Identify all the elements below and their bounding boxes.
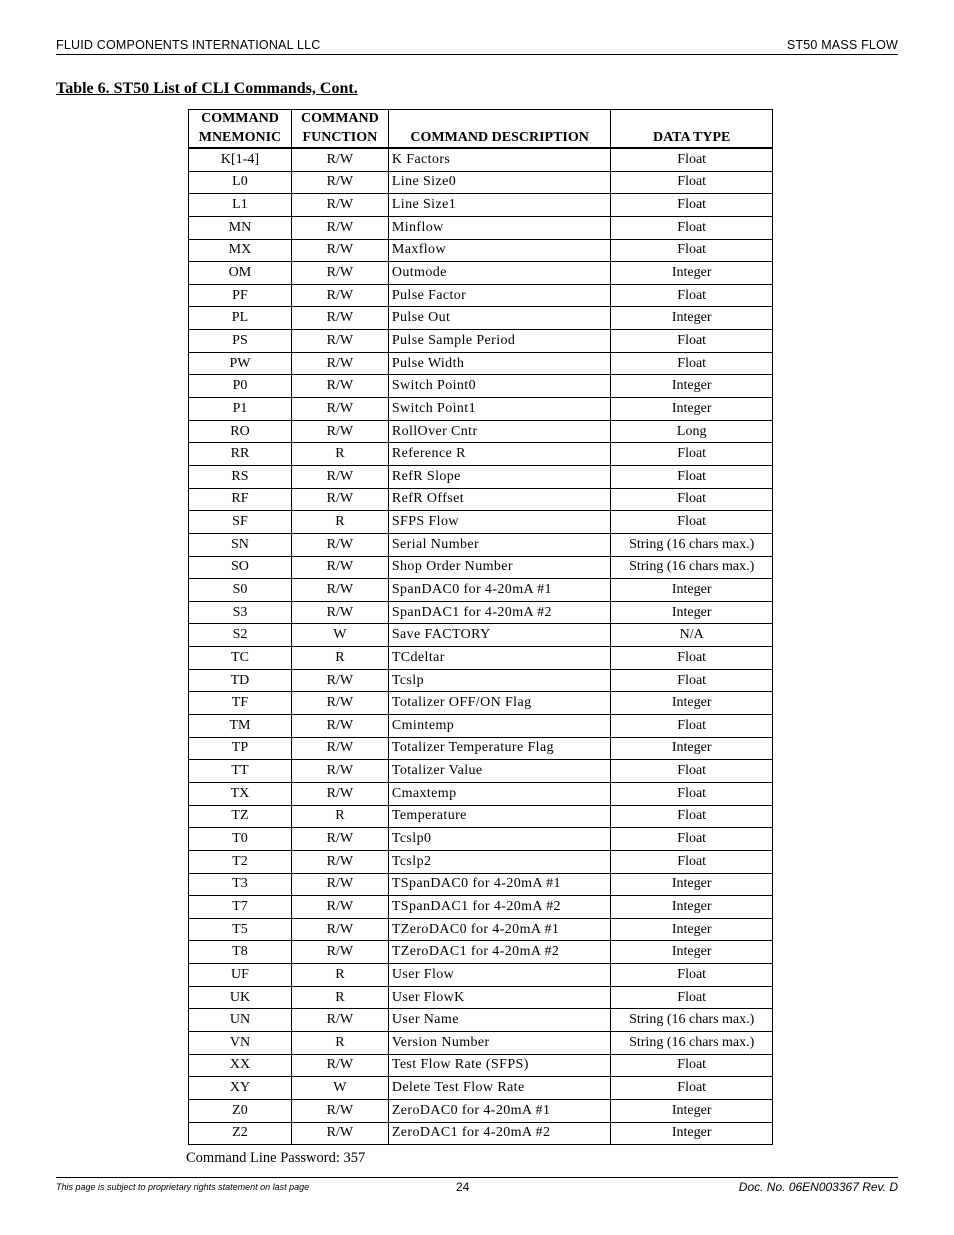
command-data-type: Integer [611,737,773,760]
table-row [189,556,773,579]
command-function: R/W [291,782,388,805]
command-description: Pulse Factor [388,284,611,307]
table-row [189,488,773,511]
table-row [189,239,773,262]
command-mnemonic: P0 [189,375,292,398]
command-data-type: Float [611,828,773,851]
command-mnemonic: T5 [189,918,292,941]
command-data-type: Integer [611,375,773,398]
command-mnemonic: OM [189,262,292,285]
command-function: R [291,805,388,828]
command-description: User Name [388,1009,611,1032]
command-data-type: Integer [611,896,773,919]
command-mnemonic: P1 [189,398,292,421]
command-description: ZeroDAC0 for 4-20mA #1 [388,1099,611,1122]
command-mnemonic: S3 [189,601,292,624]
datatype-header-spacer [611,110,773,129]
table-row [189,1009,773,1032]
command-mnemonic: RS [189,465,292,488]
command-description: TZeroDAC1 for 4-20mA #2 [388,941,611,964]
command-mnemonic: T3 [189,873,292,896]
footer-divider [56,1177,898,1178]
command-function: R/W [291,262,388,285]
command-mnemonic: TD [189,669,292,692]
table-row [189,1054,773,1077]
command-function: R/W [291,330,388,353]
command-function: R/W [291,375,388,398]
table-row [189,148,773,171]
command-description: TCdeltar [388,647,611,670]
command-description: Cmaxtemp [388,782,611,805]
description-header: COMMAND DESCRIPTION [388,128,611,148]
table-row [189,624,773,647]
command-function: R/W [291,1009,388,1032]
table-row [189,805,773,828]
command-mnemonic: TC [189,647,292,670]
description-header-spacer [388,110,611,129]
command-data-type: Long [611,420,773,443]
header-divider [56,54,898,55]
command-description: Temperature [388,805,611,828]
command-description: K Factors [388,148,611,171]
running-header-product: ST50 MASS FLOW [786,38,898,52]
command-data-type: Integer [611,1122,773,1145]
command-description: TZeroDAC0 for 4-20mA #1 [388,918,611,941]
command-function: R/W [291,556,388,579]
table-row [189,262,773,285]
command-data-type: Integer [611,1099,773,1122]
command-data-type: Float [611,148,773,171]
command-data-type: Integer [611,262,773,285]
command-function: R/W [291,873,388,896]
command-function: R/W [291,760,388,783]
command-mnemonic: SF [189,511,292,534]
command-description: SpanDAC0 for 4-20mA #1 [388,579,611,602]
command-data-type: Float [611,715,773,738]
command-mnemonic: T2 [189,850,292,873]
command-mnemonic: L0 [189,171,292,194]
command-description: ZeroDAC1 for 4-20mA #2 [388,1122,611,1145]
command-mnemonic: TX [189,782,292,805]
command-description: Pulse Out [388,307,611,330]
command-mnemonic: UF [189,964,292,987]
command-mnemonic: Z2 [189,1122,292,1145]
command-description: Maxflow [388,239,611,262]
command-description: Totalizer Value [388,760,611,783]
command-description: TSpanDAC1 for 4-20mA #2 [388,896,611,919]
command-description: Switch Point1 [388,398,611,421]
command-function: R/W [291,828,388,851]
command-mnemonic: T8 [189,941,292,964]
table-row [189,579,773,602]
command-data-type: String (16 chars max.) [611,533,773,556]
command-function: R/W [291,307,388,330]
command-mnemonic: PW [189,352,292,375]
command-description: SFPS Flow [388,511,611,534]
table-row [189,692,773,715]
command-function: R/W [291,171,388,194]
table-row [189,511,773,534]
table-row [189,828,773,851]
command-data-type: Float [611,805,773,828]
command-mnemonic: TM [189,715,292,738]
command-data-type: Integer [611,307,773,330]
command-description: Shop Order Number [388,556,611,579]
table-row [189,443,773,466]
command-function: R/W [291,488,388,511]
command-function: R/W [291,850,388,873]
table-row [189,715,773,738]
table-row [189,760,773,783]
command-description: Cmintemp [388,715,611,738]
command-function: R/W [291,420,388,443]
table-row [189,1122,773,1145]
command-data-type: Float [611,986,773,1009]
command-mnemonic: MN [189,216,292,239]
command-mnemonic: TZ [189,805,292,828]
table-row [189,307,773,330]
command-mnemonic: UN [189,1009,292,1032]
command-description: Line Size1 [388,194,611,217]
command-function: R/W [291,692,388,715]
datatype-header: DATA TYPE [611,128,773,148]
command-data-type: Integer [611,873,773,896]
command-data-type: Integer [611,601,773,624]
table-row [189,941,773,964]
command-mnemonic: L1 [189,194,292,217]
command-mnemonic: SN [189,533,292,556]
command-function: R/W [291,669,388,692]
command-data-type: String (16 chars max.) [611,1031,773,1054]
table-caption: Table 6. ST50 List of CLI Commands, Cont. [56,80,358,97]
command-data-type: Float [611,352,773,375]
command-description: Totalizer OFF/ON Flag [388,692,611,715]
command-function: R/W [291,1099,388,1122]
command-description: Switch Point0 [388,375,611,398]
command-mnemonic: XX [189,1054,292,1077]
command-description: Test Flow Rate (SFPS) [388,1054,611,1077]
command-mnemonic: UK [189,986,292,1009]
table-row [189,398,773,421]
command-function: R/W [291,239,388,262]
command-mnemonic: PF [189,284,292,307]
table-row [189,284,773,307]
command-mnemonic: RO [189,420,292,443]
header-row-bottom [189,128,773,148]
table-row [189,873,773,896]
running-header-company: FLUID COMPONENTS INTERNATIONAL LLC [56,38,321,52]
command-description: Reference R [388,443,611,466]
command-function: W [291,1077,388,1100]
command-mnemonic: RF [189,488,292,511]
command-description: RefR Offset [388,488,611,511]
command-function: R/W [291,148,388,171]
command-description: Pulse Sample Period [388,330,611,353]
table-row [189,986,773,1009]
command-function: R/W [291,533,388,556]
command-mnemonic: S0 [189,579,292,602]
command-mnemonic: TP [189,737,292,760]
command-description: Outmode [388,262,611,285]
command-mnemonic: T0 [189,828,292,851]
command-data-type: Integer [611,579,773,602]
command-description: Tcslp2 [388,850,611,873]
command-function: R/W [291,715,388,738]
command-mnemonic: K[1-4] [189,148,292,171]
table-row [189,420,773,443]
command-description: RefR Slope [388,465,611,488]
command-description: Version Number [388,1031,611,1054]
command-function: R/W [291,216,388,239]
command-function: R/W [291,918,388,941]
command-data-type: Float [611,647,773,670]
table-row [189,465,773,488]
table-row [189,850,773,873]
command-mnemonic: T7 [189,896,292,919]
table-row [189,1031,773,1054]
command-function: R/W [291,465,388,488]
command-data-type: Float [611,171,773,194]
command-data-type: Float [611,239,773,262]
command-mnemonic: VN [189,1031,292,1054]
command-data-type: Integer [611,941,773,964]
command-mnemonic: PS [189,330,292,353]
table-row [189,330,773,353]
command-data-type: Float [611,194,773,217]
command-description: Pulse Width [388,352,611,375]
command-function: R [291,443,388,466]
command-data-type: Float [611,443,773,466]
command-description: Minflow [388,216,611,239]
table-row [189,601,773,624]
command-data-type: Float [611,850,773,873]
command-mnemonic: PL [189,307,292,330]
command-function: R [291,964,388,987]
command-data-type: Float [611,782,773,805]
command-data-type: Float [611,964,773,987]
function-header-line2: FUNCTION [291,128,388,148]
command-data-type: Float [611,760,773,783]
command-mnemonic: Z0 [189,1099,292,1122]
table-row [189,352,773,375]
command-data-type: Float [611,511,773,534]
table-row [189,375,773,398]
command-function: W [291,624,388,647]
command-mnemonic: RR [189,443,292,466]
command-mnemonic: TT [189,760,292,783]
table-row [189,171,773,194]
command-data-type: Float [611,330,773,353]
header-row-top [189,110,773,129]
command-description: User FlowK [388,986,611,1009]
table-row [189,194,773,217]
table-row [189,782,773,805]
command-description: User Flow [388,964,611,987]
command-data-type: Float [611,465,773,488]
command-function: R [291,986,388,1009]
command-data-type: Float [611,1077,773,1100]
command-description: Line Size0 [388,171,611,194]
command-function: R/W [291,579,388,602]
table-row [189,737,773,760]
command-description: Serial Number [388,533,611,556]
command-mnemonic: TF [189,692,292,715]
command-mnemonic: SO [189,556,292,579]
command-data-type: String (16 chars max.) [611,1009,773,1032]
table-row [189,918,773,941]
command-function: R/W [291,1054,388,1077]
command-function: R/W [291,896,388,919]
table-row [189,964,773,987]
command-data-type: String (16 chars max.) [611,556,773,579]
command-description: SpanDAC1 for 4-20mA #2 [388,601,611,624]
command-function: R [291,1031,388,1054]
command-data-type: Float [611,284,773,307]
command-function: R/W [291,284,388,307]
command-data-type: N/A [611,624,773,647]
password-note: Command Line Password: 357 [186,1150,366,1166]
table-row [189,669,773,692]
command-function: R/W [291,1122,388,1145]
command-mnemonic: XY [189,1077,292,1100]
command-data-type: Float [611,1054,773,1077]
command-function: R/W [291,941,388,964]
table-row [189,647,773,670]
table-row [189,533,773,556]
table-row [189,1099,773,1122]
command-data-type: Float [611,488,773,511]
cli-commands-table [188,109,773,1145]
document-number: Doc. No. 06EN003367 Rev. D [738,1180,898,1194]
table-row [189,216,773,239]
command-description: Delete Test Flow Rate [388,1077,611,1100]
command-function: R/W [291,737,388,760]
command-data-type: Integer [611,918,773,941]
command-function: R/W [291,352,388,375]
command-description: Tcslp0 [388,828,611,851]
command-function: R [291,647,388,670]
table-row [189,896,773,919]
command-description: Tcslp [388,669,611,692]
command-description: Save FACTORY [388,624,611,647]
command-data-type: Integer [611,692,773,715]
mnemonic-header-line2: MNEMONIC [189,128,292,148]
command-data-type: Integer [611,398,773,421]
command-mnemonic: S2 [189,624,292,647]
command-mnemonic: MX [189,239,292,262]
table-body [189,148,773,1145]
command-function: R/W [291,601,388,624]
command-function: R/W [291,194,388,217]
footer-rights-notice: This page is subject to proprietary rights statement on last page [56,1182,310,1192]
command-function: R/W [291,398,388,421]
command-description: RollOver Cntr [388,420,611,443]
mnemonic-header-line1: COMMAND [189,110,292,129]
command-function: R [291,511,388,534]
table-row [189,1077,773,1100]
command-data-type: Float [611,669,773,692]
command-description: TSpanDAC0 for 4-20mA #1 [388,873,611,896]
function-header-line1: COMMAND [291,110,388,129]
command-description: Totalizer Temperature Flag [388,737,611,760]
page-number: 24 [456,1180,470,1194]
command-data-type: Float [611,216,773,239]
